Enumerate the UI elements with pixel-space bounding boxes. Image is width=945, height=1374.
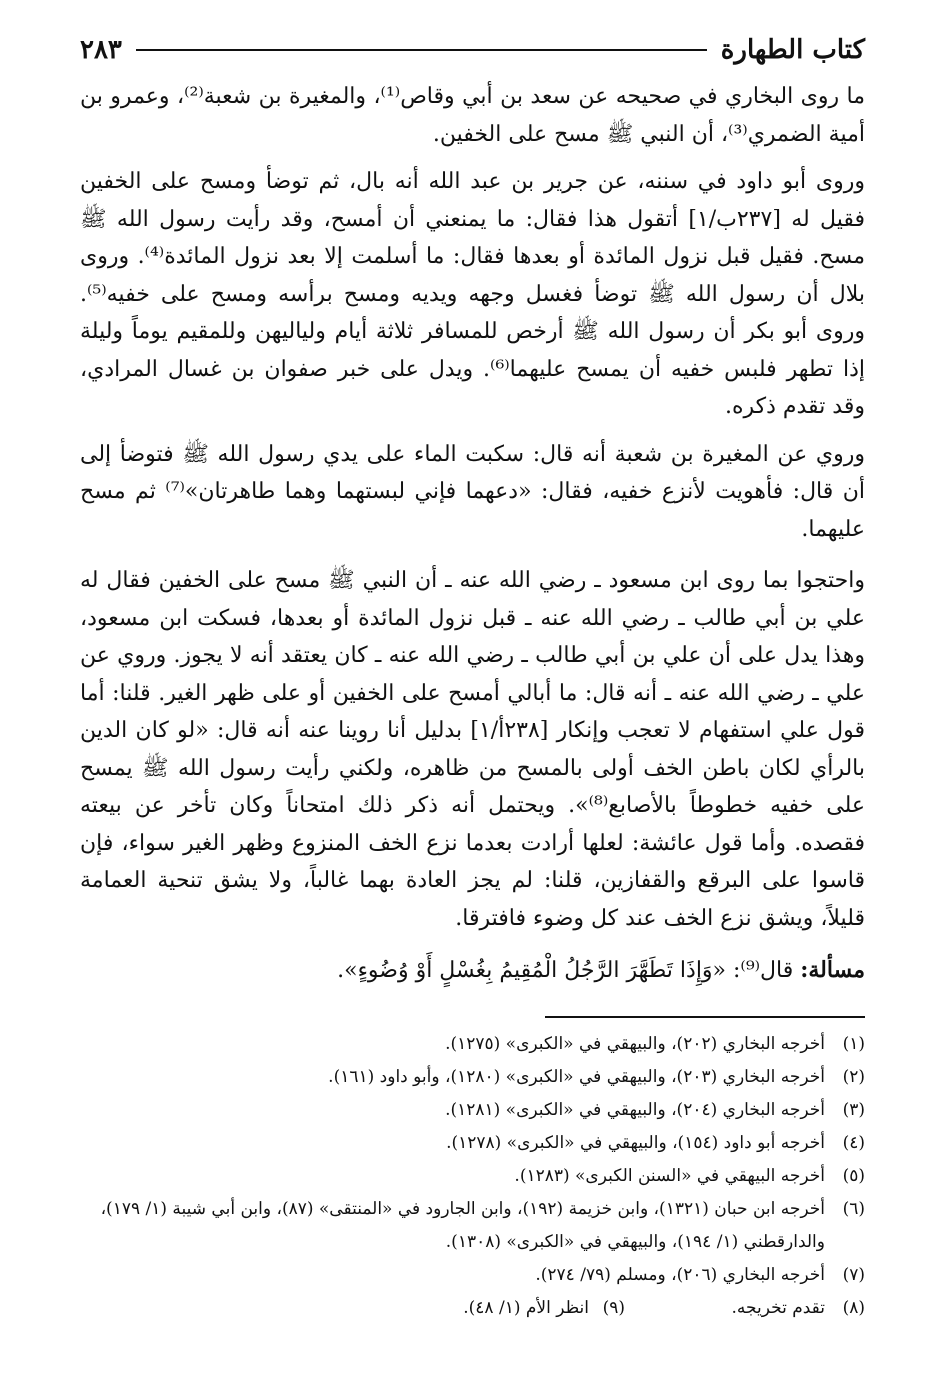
footnotes xyxy=(80,1028,865,1325)
footnote xyxy=(80,1028,865,1061)
footnote xyxy=(80,1061,865,1094)
footnote-text: أخرجه ابن حبان (١٣٢١)، وابن خزيمة (١٩٢)، وابن الجارود في «المنتقى» (٨٧)، وابن أبي شيبة (١/ ١٧٩)، والدارقطني (١/ ١٩٤)، والبيهقي في «الكبرى» (١٣٠٨). xyxy=(100,1199,825,1252)
footnote-text: أخرجه البخاري (٢٠٦)، ومسلم (٧٩/ ٢٧٤). xyxy=(535,1265,825,1285)
footnote-text: أخرجه البخاري (٢٠٢)، والبيهقي في «الكبرى» (١٢٧٥). xyxy=(445,1034,825,1054)
main-text xyxy=(80,78,865,990)
header-rule xyxy=(136,49,707,51)
footnote-number: (٥) xyxy=(842,1166,865,1186)
footnote-number: (٤) xyxy=(842,1133,865,1153)
footnote xyxy=(80,1259,865,1292)
paragraph: وروى أبو داود في سننه، عن جرير بن عبد الله أنه بال، ثم توضأ ومسح على الخفين فقيل له [٢٣٧ب/١] أتقول هذا فقال: ما يمنعني أن أمسح، وقد رأيت رسول الله ﷺ مسح. فقيل قبل نزول المائدة أو بعدها فقال: ما أسلمت إلا بعد نزول المائدة⁽⁴⁾. وروى بلال أن رسول الله ﷺ توضأ فغسل وجهه ويديه ومسح برأسه ومسح على خفيه⁽⁵⁾. وروى أبو بكر أن رسول الله ﷺ أرخص للمسافر ثلاثة أيام ولياليهن وللمقيم يوماً وليلة إذا تطهر فلبس خفيه أن يمسح عليهما⁽⁶⁾. ويدل على خبر صفوان بن غسال المرادي، وقد تقدم ذكره. xyxy=(80,169,865,419)
footnote xyxy=(80,1193,865,1259)
footnote-number: (٦) xyxy=(842,1199,865,1219)
paragraph: وروي عن المغيرة بن شعبة أنه قال: سكبت الماء على يدي رسول الله ﷺ فتوضأ إلى أن قال: فأهويت لأنزع خفيه، فقال: «دعهما فإني لبستهما وهما طاهرتان»⁽⁷⁾ ثم مسح عليهما. xyxy=(80,441,865,542)
chapter-title: كتاب الطهارة xyxy=(720,35,865,65)
footnote-number: (٩) xyxy=(602,1298,625,1318)
footnote xyxy=(80,1127,865,1160)
footnote xyxy=(80,1292,865,1325)
page-header xyxy=(80,30,865,70)
footnote-text: انظر الأم (١/ ٤٨). xyxy=(463,1298,589,1318)
page-number: ٢٨٣ xyxy=(80,35,122,65)
footnote xyxy=(80,1094,865,1127)
footnote-text: أخرجه البخاري (٢٠٤)، والبيهقي في «الكبرى» (١٢٨١). xyxy=(445,1100,825,1120)
footnote-text: أخرجه أبو داود (١٥٤)، والبيهقي في «الكبرى» (١٢٧٨). xyxy=(446,1133,825,1153)
footnote-number: (٣) xyxy=(842,1100,865,1120)
footnote-number: (٧) xyxy=(842,1265,865,1285)
footnote-number: (١) xyxy=(842,1034,865,1054)
masala-text: قال⁽⁹⁾: «وَإِذَا تَطَهَّرَ الرَّجُلُ الْمُقِيمُ بِغُسْلٍ أَوْ وُضُوءٍ». xyxy=(337,958,794,983)
footnote-separator xyxy=(545,1016,865,1018)
footnote xyxy=(80,1160,865,1193)
paragraph: واحتجوا بما روى ابن مسعود ـ رضي الله عنه ـ أن النبي ﷺ مسح على الخفين فقال له علي بن أبي طالب ـ رضي الله عنه ـ قبل نزول المائدة أو بعدها، فسكت ابن مسعود، وهذا يدل على أن علي بن أبي طالب ـ رضي الله عنه ـ كان يعتقد أنه لا يجوز. وروي عن علي ـ رضي الله عنه ـ أنه قال: ما أبالي أمسح على الخفين أو على ظهر الغير. قلنا: أما قول علي استفهام لا تعجب وإنكار [٢٣٨أ/١] بدليل أنا روينا عنه أنه قال: «لو كان الدين بالرأي لكان باطن الخف أولى بالمسح من ظاهره، ولكني رأيت رسول الله ﷺ يمسح على خفيه خطوطاً بالأصابع⁽⁸⁾». ويحتمل أنه ذكر ذلك امتحاناً وكان تأخر عن بيعته فقصده. وأما قول عائشة: لعلها أرادت بعدما نزع الخف المنزوع وظهر الغير سواء، فإن قاسوا على البرقع والقفازين، قلنا: لم يجز العادة بهما غالباً، ولا يشق تنحية العمامة قليلاً، ويشق نزع الخف عند كل وضوء فافترقا. xyxy=(80,568,866,931)
footnote-number: (٨) xyxy=(842,1298,865,1318)
masala-line xyxy=(80,951,865,990)
footnote-text: أخرجه البخاري (٢٠٣)، والبيهقي في «الكبرى» (١٢٨٠)، وأبو داود (١٦١). xyxy=(328,1067,825,1087)
masala-keyword: مسألة: xyxy=(800,957,865,983)
footnote-number: (٢) xyxy=(842,1067,865,1087)
footnote-text: أخرجه البيهقي في «السنن الكبرى» (١٢٨٣). xyxy=(514,1166,825,1186)
paragraph: ما روى البخاري في صحيحه عن سعد بن أبي وقاص⁽¹⁾، والمغيرة بن شعبة⁽²⁾، وعمرو بن أمية الضمري⁽³⁾، أن النبي ﷺ مسح على الخفين. xyxy=(80,84,866,147)
footnote-text: تقدم تخريجه. xyxy=(731,1298,825,1318)
